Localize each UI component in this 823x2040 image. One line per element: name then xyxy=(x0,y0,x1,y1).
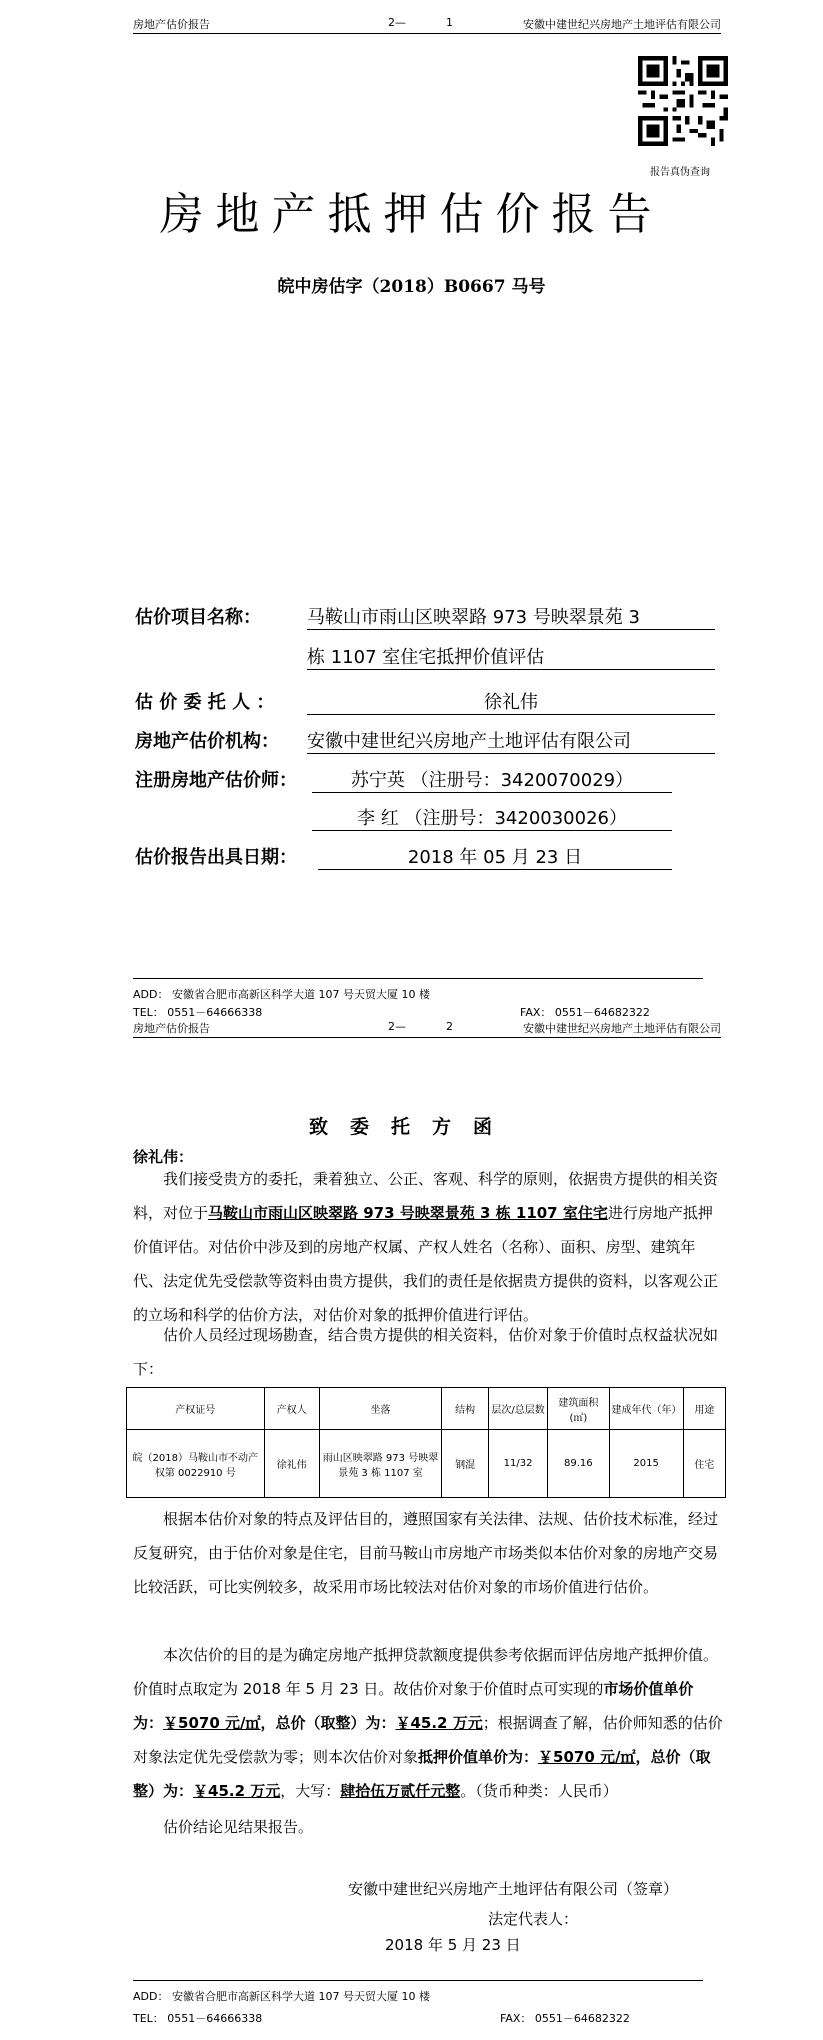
table-header: 产权人 xyxy=(264,1388,319,1430)
table-cell: 钢混 xyxy=(442,1430,489,1498)
project-label: 估价项目名称： xyxy=(135,607,261,628)
footer-fax: FAX： 0551－64682322 xyxy=(520,1006,650,1019)
header-company: 安徽中建世纪兴房地产土地评估有限公司 xyxy=(523,1022,721,1035)
p4-text-3: ，大写： xyxy=(280,1782,341,1800)
client-label: 估 价 委 托 人 ： xyxy=(135,692,275,713)
header-page-number: 1 xyxy=(446,16,453,29)
table-cell: 2015 xyxy=(609,1430,683,1498)
paragraph-2: 估价人员经过现场勘查，结合贵方提供的相关资料，估价对象于价值时点权益状况如下： xyxy=(133,1326,719,1378)
date-label: 估价报告出具日期： xyxy=(135,847,297,868)
property-table xyxy=(126,1387,726,1498)
p4-mortgage-unit-label: 抵押价值单价为： xyxy=(418,1748,539,1766)
table-header: 结构 xyxy=(442,1388,489,1430)
appraiser-label: 注册房地产估价师： xyxy=(135,770,297,791)
table-header: 建筑面积(㎡) xyxy=(548,1388,609,1430)
p4-text-2: ；根据调查了解，估价师知悉的估价对象法定优先受偿款为零；则本次估价对象 xyxy=(133,1714,723,1766)
signature-representative: 法定代表人： xyxy=(488,1910,579,1928)
salutation: 徐礼伟： xyxy=(133,1148,194,1166)
table-header: 坐落 xyxy=(319,1388,442,1430)
header-company: 安徽中建世纪兴房地产土地评估有限公司 xyxy=(523,18,721,31)
footer-address: ADD： 安徽省合肥市高新区科学大道 107 号天贸大厦 10 楼 xyxy=(133,1990,430,2003)
p4-text: 本次估价的目的是为确定房地产抵押贷款额度提供参考依据而评估房地产抵押价值。价值时点取定为 2018 年 5 月 23 日。故估价对象于价值时点可实现的 xyxy=(133,1646,719,1698)
p4-mortgage-total: ￥45.2 万元 xyxy=(193,1782,281,1800)
agency-value: 安徽中建世纪兴房地产土地评估有限公司 xyxy=(307,727,715,754)
p1-text-a: 我们接受贵方的委托，秉着独立、公正、客观、科学的原则，依据贵方提供的相关资料，对位于 xyxy=(133,1170,719,1222)
footer-address: ADD： 安徽省合肥市高新区科学大道 107 号天贸大厦 10 楼 xyxy=(133,988,430,1001)
page-header xyxy=(133,16,721,34)
qr-caption: 报告真伪查询 xyxy=(650,167,710,178)
table-row xyxy=(127,1430,726,1498)
paragraph-3: 根据本估价对象的特点及评估目的，遵照国家有关法律、法规、估价技术标准，经过反复研究，由于估价对象是住宅，目前马鞍山市房地产市场类似本估价对象的房地产交易比较活跃，可比实例较多，故采用市场比较法对估价对象的市场价值进行估价。 xyxy=(133,1510,719,1596)
client-row xyxy=(135,688,274,714)
table-cell: 徐礼伟 xyxy=(264,1430,319,1498)
p4-mortgage-unit-price: ￥5070 元/㎡ xyxy=(538,1748,636,1766)
report-title: 房地产抵押估价报告 xyxy=(159,189,664,240)
paragraph-1 xyxy=(133,1162,723,1332)
p4-mortgage-total-label: ，总价（取整）为： xyxy=(133,1748,711,1800)
header-dash: 2— xyxy=(388,16,406,29)
p1-text-c: 进行房地产抵押价值评估。对估价中涉及到的房地产权属、产权人姓名（名称）、面积、房型、建筑年代、法定优先受偿款等资料由贵方提供，我们的责任是依据贵方提供的资料，以客观公正的立场和科学的估价方法，对估价对象的抵押价值进行评估。 xyxy=(133,1204,719,1324)
p4-market-total-label: ，总价（取整）为： xyxy=(260,1714,396,1732)
letter-title: 致委托方函 xyxy=(308,1116,514,1138)
footer-fax: FAX： 0551－64682322 xyxy=(500,2012,630,2025)
appraiser-row xyxy=(135,766,297,792)
qr-code-icon[interactable] xyxy=(638,56,728,146)
table-header: 产权证号 xyxy=(127,1388,265,1430)
table-cell: 89.16 xyxy=(548,1430,609,1498)
project-row xyxy=(135,603,261,629)
footer-divider xyxy=(133,978,703,979)
table-cell: 11/32 xyxy=(488,1430,547,1498)
table-header: 建成年代（年） xyxy=(609,1388,683,1430)
date-value: 2018 年 05 月 23 日 xyxy=(318,843,672,870)
header-dash: 2— xyxy=(388,1020,406,1033)
signature-company: 安徽中建世纪兴房地产土地评估有限公司（签章） xyxy=(348,1880,679,1898)
client-value: 徐礼伟 xyxy=(307,688,715,715)
p4-market-total: ￥45.2 万元 xyxy=(395,1714,483,1732)
paragraph-5: 估价结论见结果报告。 xyxy=(163,1818,314,1836)
report-page-2 xyxy=(0,1020,823,2040)
p4-amount-in-words: 肆拾伍万贰仟元整 xyxy=(340,1782,461,1800)
report-reference-number: 皖中房估字（2018）B0667 马号 xyxy=(277,277,546,297)
table-header: 层次/总层数 xyxy=(488,1388,547,1430)
p4-currency: 。（货币种类：人民币） xyxy=(460,1782,618,1800)
footer-tel: TEL： 0551－64666338 xyxy=(133,2012,263,2025)
table-cell: 皖（2018）马鞍山市不动产权第 0022910 号 xyxy=(127,1430,265,1498)
table-cell: 雨山区映翠路 973 号映翠景苑 3 栋 1107 室 xyxy=(319,1430,442,1498)
table-header-row xyxy=(127,1388,726,1430)
appraiser-2: 李 红 （注册号：3420030026） xyxy=(312,804,672,831)
p4-market-unit-price: ￥5070 元/㎡ xyxy=(163,1714,261,1732)
agency-label: 房地产估价机构： xyxy=(135,731,279,752)
footer-divider xyxy=(133,1980,703,1981)
paragraph-4 xyxy=(133,1638,723,1808)
project-value-line2: 栋 1107 室住宅抵押价值评估 xyxy=(307,643,715,670)
date-row xyxy=(135,843,297,869)
p4-market-unit-label: 市场价值单价为： xyxy=(133,1680,694,1732)
agency-row xyxy=(135,727,279,753)
signature-date: 2018 年 5 月 23 日 xyxy=(385,1936,521,1954)
footer-tel: TEL： 0551－64666338 xyxy=(133,1006,263,1019)
header-page-number: 2 xyxy=(446,1020,453,1033)
table-cell: 住宅 xyxy=(683,1430,725,1498)
table-header: 用途 xyxy=(683,1388,725,1430)
p1-property-address: 马鞍山市雨山区映翠路 973 号映翠景苑 3 栋 1107 室住宅 xyxy=(208,1204,608,1222)
header-left: 房地产估价报告 xyxy=(133,1022,210,1035)
project-value-line1: 马鞍山市雨山区映翠路 973 号映翠景苑 3 xyxy=(307,603,715,630)
header-left: 房地产估价报告 xyxy=(133,18,210,31)
page-header xyxy=(133,1020,721,1038)
appraiser-1: 苏宁英 （注册号：3420070029） xyxy=(312,766,672,793)
